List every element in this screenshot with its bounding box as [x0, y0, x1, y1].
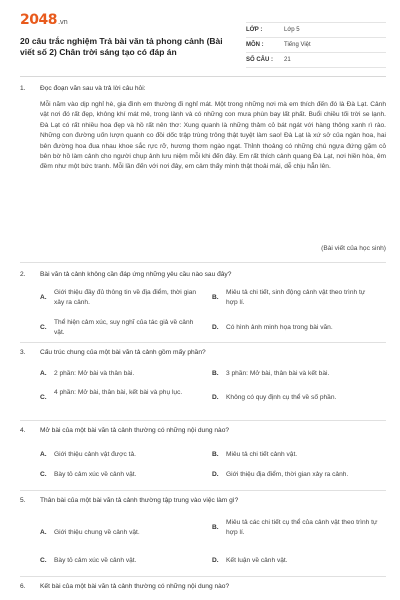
option-letter: C.: [40, 471, 47, 478]
question-number: 4.: [20, 427, 26, 434]
meta-label: SỐ CÂU :: [246, 57, 273, 63]
option-letter: A.: [40, 370, 47, 377]
meta-row-count: [246, 53, 386, 68]
option-text: Kết luận về cảnh vật.: [226, 557, 288, 564]
option-text: Miêu tả các chi tiết cụ thể của cảnh vật theo trình tự hợp lí.: [226, 519, 378, 537]
option-text: Bày tỏ cảm xúc về cảnh vật.: [54, 557, 137, 564]
option-text: Miêu tả chi tiết cảnh vật.: [226, 451, 298, 458]
option-letter: B.: [212, 370, 219, 377]
option-text: Có hình ảnh minh họa trong bài văn.: [226, 324, 333, 331]
meta-row-class: [246, 22, 386, 38]
question-divider: [20, 576, 386, 577]
logo-suffix: .vn: [57, 18, 68, 26]
meta-label: MÔN :: [246, 42, 264, 48]
option-text: Giới thiệu đầy đủ thông tin về địa điểm, thời gian xảy ra cảnh.: [54, 289, 197, 307]
meta-row-subject: [246, 38, 386, 53]
question-number: 3.: [20, 349, 26, 356]
reading-passage: Mỗi năm vào dịp nghỉ hè, gia đình em thường đi nghỉ mát. Một trong những nơi mà em thích đến đó là Đà Lạt. Cảnh vật nơi đó rất đẹp, không khí mát mẻ, trong lành và có những con mưa phùn bay lất phất. Buổi chiều tối trời se lạnh. Đà Lạt có rất nhiều hoa đẹp và hồ rất nên thơ: Xung quanh là những thảm cỏ bát ngát với hàng thông xanh rì rào. Những con đường uốn lượn quanh co đồi dốc trập trùng trông thật tuyệt làm sao! Đà Lạt là xứ sở của ngàn hoa, hai bên đường hoa đua nhau khoe sắc rực rỡ, hương thơm ngào ngạt. Thỉnh thoảng có những chú ngựa đứng gặm cỏ bên bờ hồ làm cảnh cho người chụp ảnh lưu niệm mỗi khi đến đây. Em rất thích cảnh quang Đà Lạt, nơi hiền hòa, êm đềm như một bức tranh. Mỗi lần đến với nơi đây, em cảm thấy mình thật thoải mái, dễ chịu hẳn lên.: [40, 101, 386, 171]
site-logo[interactable]: [20, 12, 67, 28]
option-letter: C.: [40, 394, 47, 401]
option-text: 4 phần: Mở bài, thân bài, kết bài và phụ lục.: [54, 389, 183, 396]
logo-text: 2048: [20, 12, 57, 28]
option-text: Không có quy định cụ thể về số phần.: [226, 394, 337, 401]
option-letter: D.: [212, 557, 219, 564]
option-text: Giới thiệu chung về cảnh vật.: [54, 529, 140, 536]
option-letter: D.: [212, 324, 219, 331]
option-text: Thể hiện cảm xúc, suy nghĩ của tác giả về cảnh vật.: [54, 319, 194, 337]
question-text: Bài văn tả cảnh không cần đáp ứng những yêu cầu nào sau đây?: [40, 271, 232, 278]
question-text: Thân bài của một bài văn tả cảnh thường tập trung vào việc làm gì?: [40, 497, 239, 504]
option-text: Giới thiệu cảnh vật được tả.: [54, 451, 136, 458]
meta-value: Lớp 5: [284, 27, 300, 33]
option-text: Miêu tả chi tiết, sinh động cảnh vật theo trình tự hợp lí.: [226, 289, 366, 307]
option-letter: A.: [40, 294, 47, 301]
header-divider: [20, 76, 386, 77]
meta-label: LỚP :: [246, 27, 263, 33]
option-letter: A.: [40, 451, 47, 458]
question-number: 6.: [20, 583, 26, 590]
question-number: 5.: [20, 497, 26, 504]
option-letter: B.: [212, 294, 219, 301]
question-divider: [20, 420, 386, 421]
meta-value: Tiếng Việt: [284, 42, 311, 48]
option-text: 2 phần: Mở bài và thân bài.: [54, 370, 135, 377]
question-divider: [20, 490, 386, 491]
question-text: Mở bài của một bài văn tả cảnh thường có những nội dung nào?: [40, 427, 230, 434]
question-divider: [20, 262, 386, 263]
option-text: 3 phần: Mở bài, thân bài và kết bài.: [226, 370, 330, 377]
option-letter: C.: [40, 557, 47, 564]
passage-source: (Bài viết của học sinh): [321, 245, 386, 252]
option-letter: D.: [212, 471, 219, 478]
option-letter: A.: [40, 529, 47, 536]
option-text: Giới thiệu địa điểm, thời gian xảy ra cảnh.: [226, 471, 349, 478]
question-number: 1.: [20, 85, 26, 92]
meta-table: [246, 22, 386, 68]
question-number: 2.: [20, 271, 26, 278]
option-letter: B.: [212, 451, 219, 458]
option-letter: C.: [40, 324, 47, 331]
header: [20, 10, 386, 62]
option-text: Bày tỏ cảm xúc về cảnh vật.: [54, 471, 137, 478]
option-letter: D.: [212, 394, 219, 401]
meta-value: 21: [284, 57, 291, 63]
question-divider: [20, 342, 386, 343]
option-letter: B.: [212, 524, 219, 531]
document-title: 20 câu trắc nghiệm Trả bài văn tả phong cảnh (Bài viết số 2) Chân trời sáng tạo có đáp án: [20, 36, 223, 57]
question-text: Kết bài của một bài văn tả cảnh thường có những nội dung nào?: [40, 583, 230, 590]
question-text: Cấu trúc chung của một bài văn tả cảnh gồm mấy phần?: [40, 349, 206, 356]
question-text: Đọc đoạn văn sau và trả lời câu hỏi:: [40, 85, 146, 92]
